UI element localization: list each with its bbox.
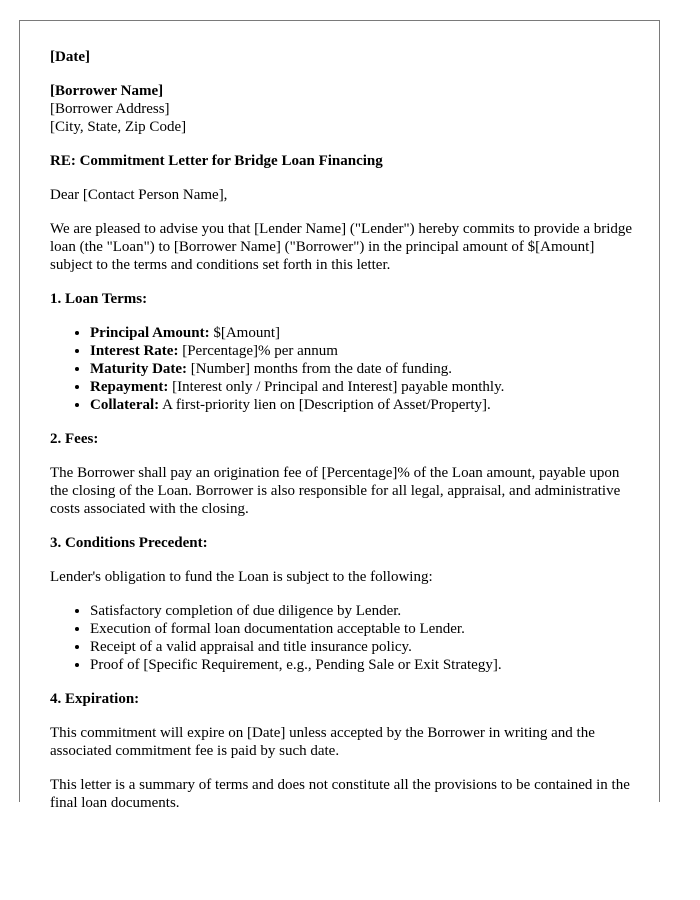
- conditions-heading: 3. Conditions Precedent:: [50, 535, 208, 551]
- list-item: [90, 342, 640, 360]
- list-item: • Execution of formal loan documentation acceptable to Lender.: [90, 620, 640, 638]
- list-item: [90, 378, 640, 396]
- borrower-city: [City, State, Zip Code]: [50, 119, 187, 135]
- list-item: [90, 360, 640, 378]
- intro-paragraph: We are pleased to advise you that [Lender Name] ("Lender") hereby commits to provide a bridge loan (the "Loan") to [Borrower Name] ("Borrower") in the principal amount of $[Amount] subject to the terms and conditions set forth in this letter.: [50, 221, 633, 273]
- term-value: A first-priority lien on [Description of Asset/Property].: [159, 397, 491, 413]
- term-label: Maturity Date:: [90, 361, 188, 377]
- fees-paragraph: The Borrower shall pay an origination fee of [Percentage]% of the Loan amount, payable upon the closing of the Loan. Borrower is also responsible for all legal, appraisal, and administrative costs associated with the closing.: [50, 465, 621, 517]
- list-item: [90, 324, 640, 342]
- borrower-address-block: [50, 82, 640, 136]
- term-label: Collateral:: [90, 397, 160, 413]
- loan-terms-heading: 1. Loan Terms:: [50, 291, 148, 307]
- closing-paragraph: This letter is a summary of terms and does not constitute all the provisions to be contained in the final loan documents.: [50, 777, 630, 811]
- letter-subject: RE: Commitment Letter for Bridge Loan Financing: [50, 153, 383, 169]
- borrower-address: [Borrower Address]: [50, 101, 170, 117]
- letter-page: [19, 20, 660, 811]
- term-value: [Interest only / Principal and Interest] payable monthly.: [168, 379, 505, 395]
- term-label: Interest Rate:: [90, 343, 179, 359]
- letter-date: [Date]: [50, 49, 90, 65]
- expiration-heading: 4. Expiration:: [50, 691, 140, 707]
- expiration-paragraph: This commitment will expire on [Date] unless accepted by the Borrower in writing and the associated commitment fee is paid by such date.: [50, 725, 595, 759]
- conditions-intro: Lender's obligation to fund the Loan is subject to the following:: [50, 569, 433, 585]
- letter-content: [50, 48, 640, 828]
- fees-heading: 2. Fees:: [50, 431, 99, 447]
- salutation: Dear [Contact Person Name],: [50, 187, 228, 203]
- borrower-name: [Borrower Name]: [50, 83, 164, 99]
- list-item: • Proof of [Specific Requirement, e.g., Pending Sale or Exit Strategy].: [90, 656, 640, 674]
- conditions-list: [50, 602, 640, 674]
- term-value: $[Amount]: [209, 325, 281, 341]
- term-value: [Number] months from the date of funding.: [187, 361, 452, 377]
- term-value: [Percentage]% per annum: [178, 343, 338, 359]
- loan-terms-list: [50, 324, 640, 414]
- term-label: Repayment:: [90, 379, 169, 395]
- term-label: Principal Amount:: [90, 325, 210, 341]
- list-item: [90, 396, 640, 414]
- list-item: • Satisfactory completion of due diligence by Lender.: [90, 602, 640, 620]
- list-item: • Receipt of a valid appraisal and title insurance policy.: [90, 638, 640, 656]
